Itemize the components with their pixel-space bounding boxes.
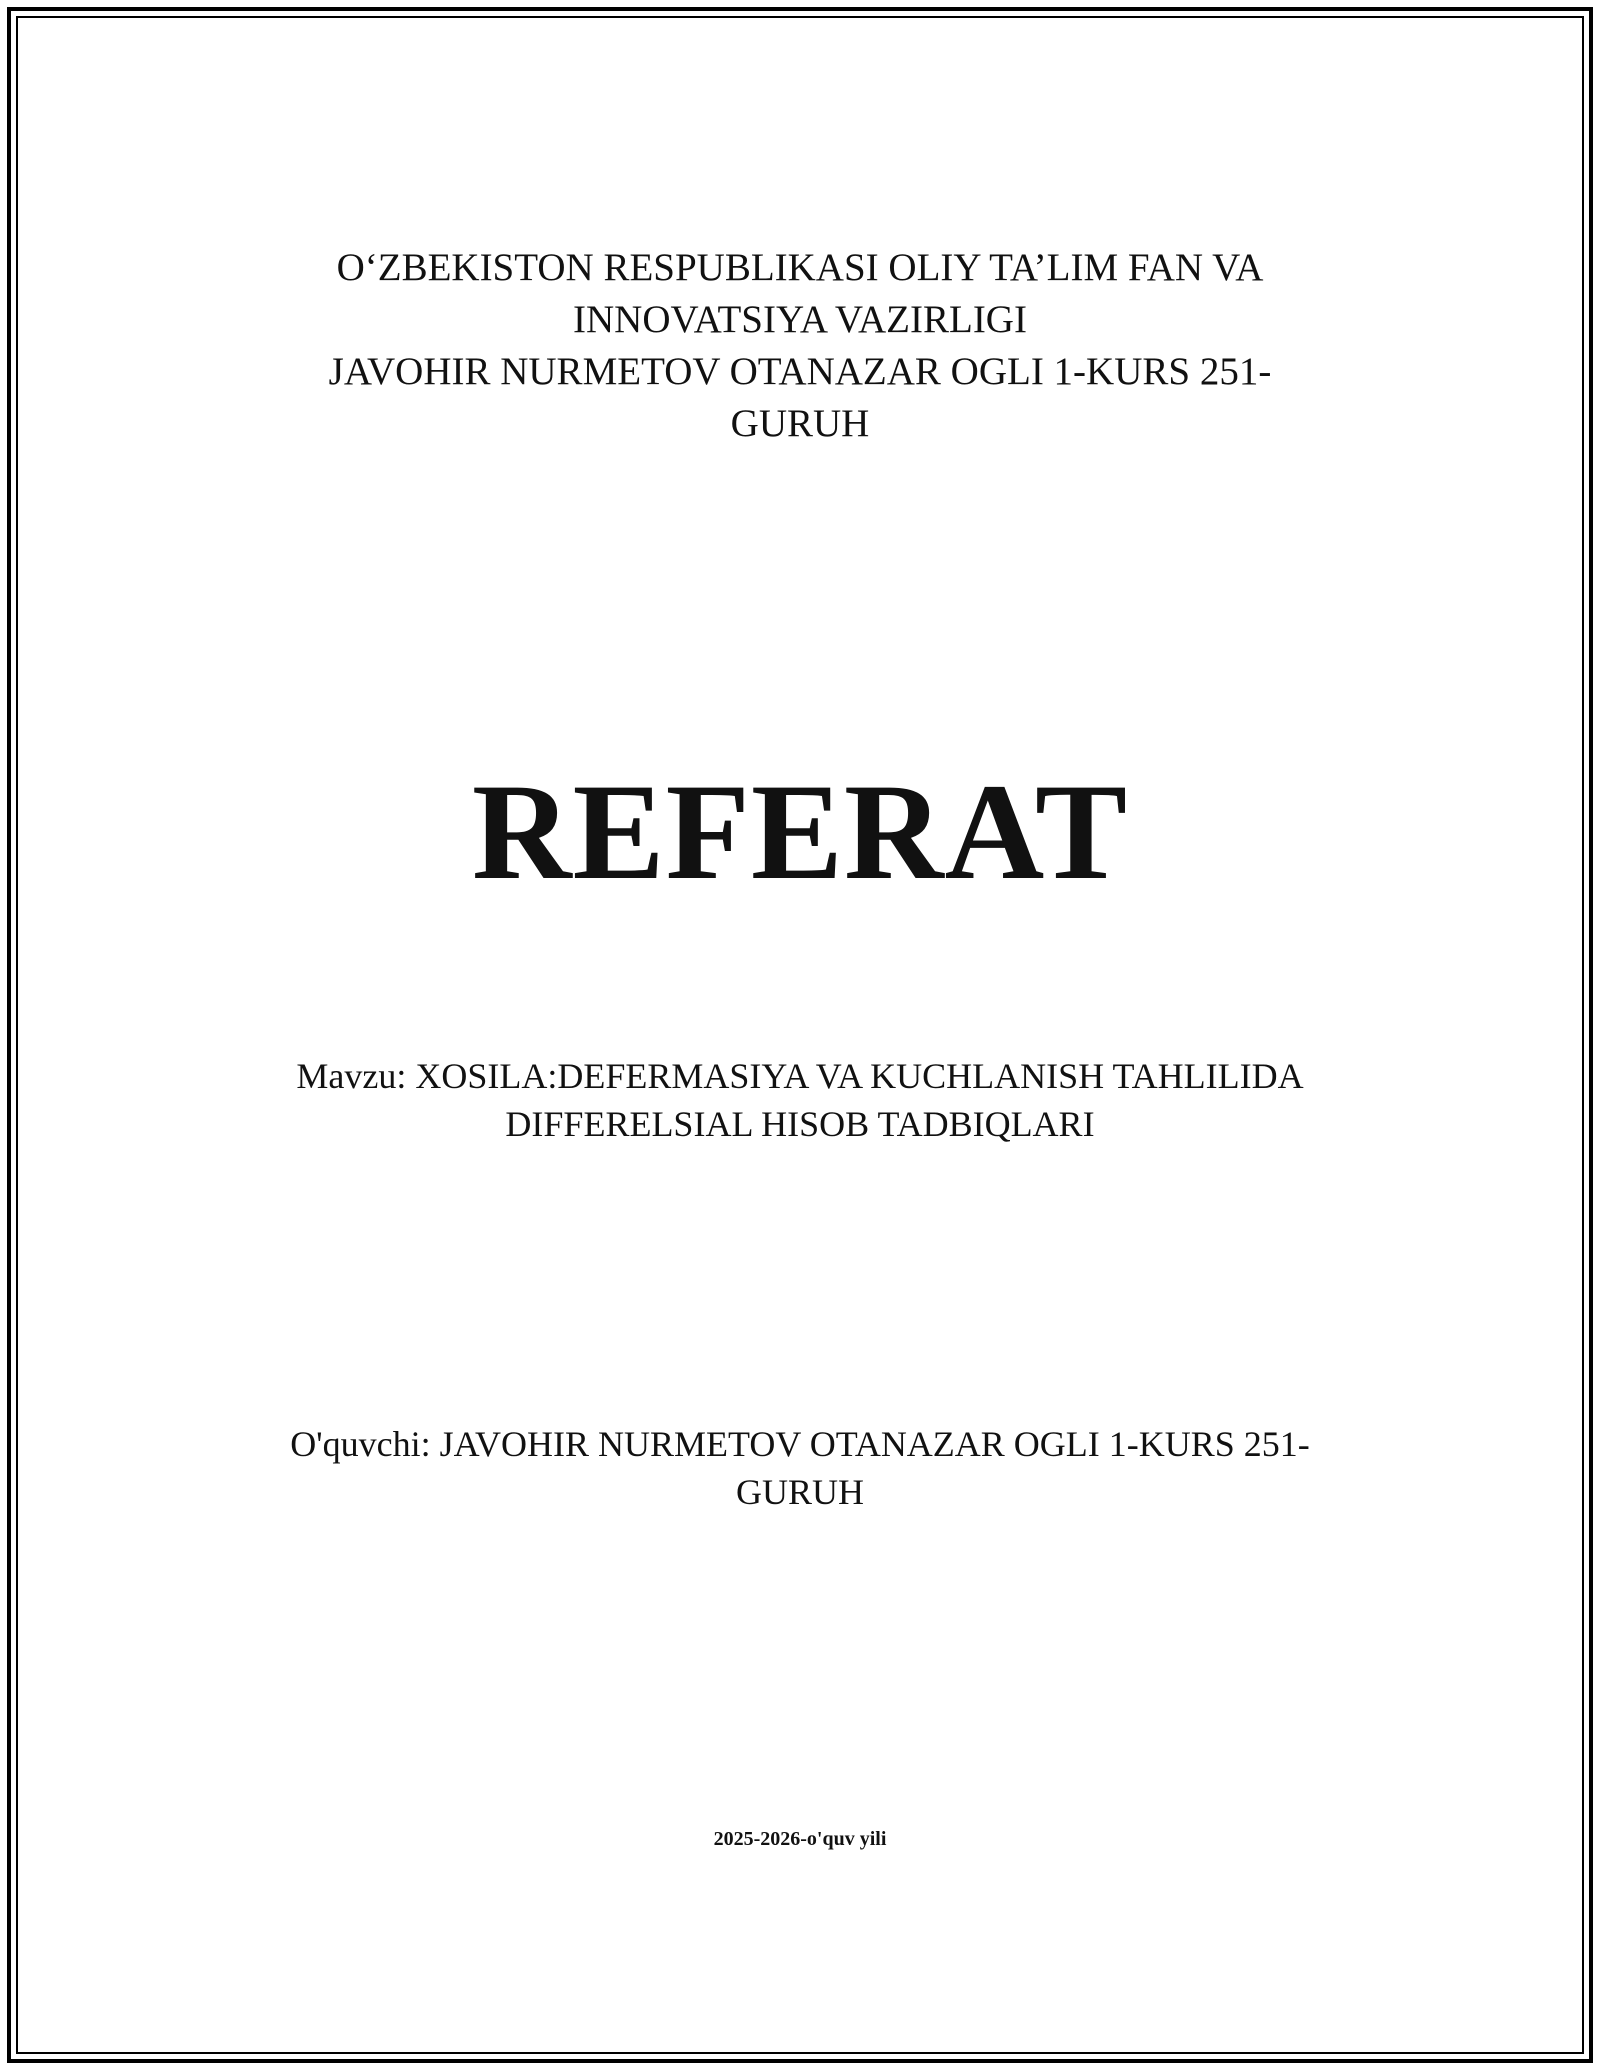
student-line: GURUH (735, 1472, 864, 1512)
student-line: O'quvchi: JAVOHIR NURMETOV OTANAZAR OGLI 1-KURS 251- (290, 1424, 1310, 1464)
academic-year: 2025-2026-o'quv yili (713, 1828, 887, 1850)
header-line: O‘ZBEKISTON RESPUBLIKASI OLIY TA’LIM FAN VA (336, 246, 1264, 289)
document-title: REFERAT (471, 755, 1129, 908)
header-line: INNOVATSIYA VAZIRLIGI (573, 298, 1027, 341)
student-block (0, 1420, 1600, 1516)
topic-line: Mavzu: XOSILA:DEFERMASIYA VA KUCHLANISH TAHLILIDA (296, 1056, 1304, 1096)
topic-line: DIFFERELSIAL HISOB TADBIQLARI (505, 1104, 1095, 1144)
header-line: GURUH (730, 402, 870, 445)
header-line: JAVOHIR NURMETOV OTANAZAR OGLI 1-KURS 251- (328, 350, 1272, 393)
topic-block (0, 1052, 1600, 1148)
ministry-header (0, 242, 1600, 450)
